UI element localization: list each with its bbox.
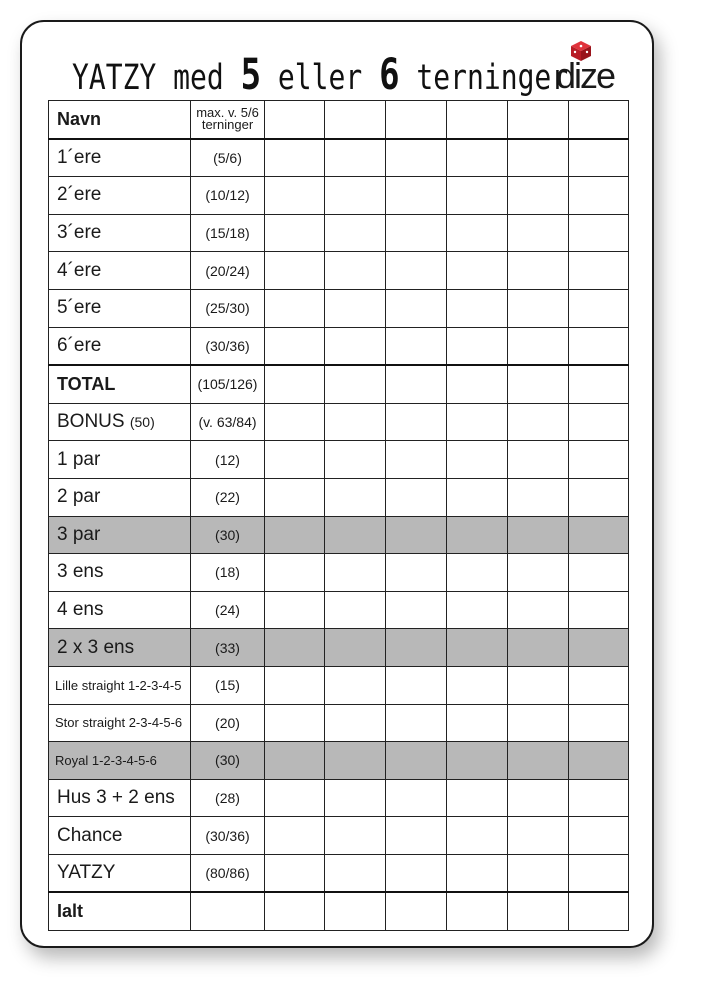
header-player-name-player-3-cell[interactable] xyxy=(386,101,447,139)
row-12-player-3-cell[interactable] xyxy=(386,554,447,592)
row-13-player-5-cell[interactable] xyxy=(508,591,569,629)
row-18-player-6-cell[interactable] xyxy=(569,779,629,817)
row-20-player-1-cell[interactable] xyxy=(265,854,325,892)
row-label xyxy=(49,779,191,817)
row-7-player-2-cell[interactable] xyxy=(325,365,386,403)
header-player-name-player-2-cell[interactable] xyxy=(325,101,386,139)
table-row xyxy=(49,139,629,177)
row-10-player-2-cell[interactable] xyxy=(325,478,386,516)
row-19-player-2-cell[interactable] xyxy=(325,817,386,855)
row-label xyxy=(49,441,191,479)
row-label-text: 1 par xyxy=(57,448,101,470)
row-label xyxy=(49,289,191,327)
row-17-player-4-cell[interactable] xyxy=(447,742,508,780)
row-8-player-3-cell[interactable] xyxy=(386,403,447,441)
table-row xyxy=(49,742,629,780)
row-label xyxy=(49,704,191,742)
row-7-player-6-cell[interactable] xyxy=(569,365,629,403)
row-4-player-1-cell[interactable] xyxy=(265,252,325,290)
row-label-text: Hus 3 + 2 ens xyxy=(57,786,175,808)
row-20-player-4-cell[interactable] xyxy=(447,854,508,892)
row-3-player-3-cell[interactable] xyxy=(386,214,447,252)
row-label-text: BONUS xyxy=(57,411,130,433)
row-max-value: (30) xyxy=(191,742,265,780)
bonus-amount: (50) xyxy=(129,414,155,431)
row-max-value: (80/86) xyxy=(191,854,265,892)
row-max-value: (24) xyxy=(191,591,265,629)
row-max-value: (25/30) xyxy=(191,289,265,327)
row-label-text: 4 ens xyxy=(57,599,104,621)
row-7-player-4-cell[interactable] xyxy=(447,365,508,403)
row-18-player-4-cell[interactable] xyxy=(447,779,508,817)
row-19-player-3-cell[interactable] xyxy=(386,817,447,855)
row-13-player-4-cell[interactable] xyxy=(447,591,508,629)
row-20-player-6-cell[interactable] xyxy=(569,854,629,892)
row-2-player-2-cell[interactable] xyxy=(325,177,386,215)
row-label-text: 1´ere xyxy=(57,146,102,168)
table-row xyxy=(49,177,629,215)
row-17-player-1-cell[interactable] xyxy=(265,742,325,780)
row-label xyxy=(49,139,191,177)
row-15-player-4-cell[interactable] xyxy=(447,666,508,704)
footer-max-empty xyxy=(191,892,265,930)
title-part2: eller xyxy=(261,56,380,98)
score-table-body xyxy=(49,101,629,931)
row-2-player-6-cell[interactable] xyxy=(569,177,629,215)
title-number-6: 6 xyxy=(379,50,400,100)
row-1-player-3-cell[interactable] xyxy=(386,139,447,177)
title-part3: terninger xyxy=(399,56,569,98)
row-18-player-1-cell[interactable] xyxy=(265,779,325,817)
total-player-5-cell[interactable] xyxy=(508,892,569,930)
row-max-value: (22) xyxy=(191,478,265,516)
row-14-player-5-cell[interactable] xyxy=(508,629,569,667)
row-max-value: (33) xyxy=(191,629,265,667)
row-2-player-1-cell[interactable] xyxy=(265,177,325,215)
header-max-line2: terninger xyxy=(201,117,254,133)
total-player-4-cell[interactable] xyxy=(447,892,508,930)
row-8-player-4-cell[interactable] xyxy=(447,403,508,441)
title-part1: YATZY med xyxy=(72,56,241,98)
table-row xyxy=(49,554,629,592)
row-13-player-2-cell[interactable] xyxy=(325,591,386,629)
row-10-player-5-cell[interactable] xyxy=(508,478,569,516)
row-5-player-2-cell[interactable] xyxy=(325,289,386,327)
row-label xyxy=(49,516,191,554)
row-8-player-1-cell[interactable] xyxy=(265,403,325,441)
table-row xyxy=(49,478,629,516)
row-1-player-1-cell[interactable] xyxy=(265,139,325,177)
row-12-player-6-cell[interactable] xyxy=(569,554,629,592)
row-max-value: (30/36) xyxy=(191,327,265,365)
footer-total-label: Ialt xyxy=(49,892,191,930)
total-player-6-cell[interactable] xyxy=(569,892,629,930)
score-table xyxy=(48,100,629,931)
row-label-text: 5´ere xyxy=(57,297,102,319)
row-label xyxy=(49,478,191,516)
table-row xyxy=(49,289,629,327)
table-row xyxy=(49,854,629,892)
row-label xyxy=(49,365,191,403)
row-20-player-5-cell[interactable] xyxy=(508,854,569,892)
row-10-player-3-cell[interactable] xyxy=(386,478,447,516)
row-label-text: Royal 1-2-3-4-5-6 xyxy=(55,752,157,768)
table-row xyxy=(49,403,629,441)
row-10-player-4-cell[interactable] xyxy=(447,478,508,516)
row-11-player-6-cell[interactable] xyxy=(569,516,629,554)
row-3-player-2-cell[interactable] xyxy=(325,214,386,252)
row-8-player-2-cell[interactable] xyxy=(325,403,386,441)
header-name-label: Navn xyxy=(49,101,191,139)
row-9-player-2-cell[interactable] xyxy=(325,441,386,479)
row-17-player-6-cell[interactable] xyxy=(569,742,629,780)
row-10-player-6-cell[interactable] xyxy=(569,478,629,516)
table-row xyxy=(49,629,629,667)
row-max-value: (18) xyxy=(191,554,265,592)
row-18-player-3-cell[interactable] xyxy=(386,779,447,817)
dize-logo xyxy=(556,40,626,96)
row-12-player-2-cell[interactable] xyxy=(325,554,386,592)
row-15-player-5-cell[interactable] xyxy=(508,666,569,704)
row-4-player-2-cell[interactable] xyxy=(325,252,386,290)
row-6-player-2-cell[interactable] xyxy=(325,327,386,365)
row-2-player-4-cell[interactable] xyxy=(447,177,508,215)
row-label xyxy=(49,629,191,667)
row-2-player-3-cell[interactable] xyxy=(386,177,447,215)
row-max-value: (28) xyxy=(191,779,265,817)
row-18-player-2-cell[interactable] xyxy=(325,779,386,817)
row-5-player-4-cell[interactable] xyxy=(447,289,508,327)
row-max-value: (v. 63/84) xyxy=(191,403,265,441)
row-label-text: Stor straight 2-3-4-5-6 xyxy=(55,715,183,731)
row-11-player-5-cell[interactable] xyxy=(508,516,569,554)
row-5-player-5-cell[interactable] xyxy=(508,289,569,327)
row-label xyxy=(49,554,191,592)
row-4-player-3-cell[interactable] xyxy=(386,252,447,290)
row-13-player-3-cell[interactable] xyxy=(386,591,447,629)
row-16-player-5-cell[interactable] xyxy=(508,704,569,742)
row-12-player-1-cell[interactable] xyxy=(265,554,325,592)
row-4-player-5-cell[interactable] xyxy=(508,252,569,290)
row-1-player-4-cell[interactable] xyxy=(447,139,508,177)
row-19-player-5-cell[interactable] xyxy=(508,817,569,855)
row-label-text: 6´ere xyxy=(57,334,102,356)
row-10-player-1-cell[interactable] xyxy=(265,478,325,516)
row-max-value: (30/36) xyxy=(191,817,265,855)
row-12-player-4-cell[interactable] xyxy=(447,554,508,592)
row-1-player-2-cell[interactable] xyxy=(325,139,386,177)
row-max-value: (15/18) xyxy=(191,214,265,252)
row-3-player-4-cell[interactable] xyxy=(447,214,508,252)
header-player-name-player-6-cell[interactable] xyxy=(569,101,629,139)
row-2-player-5-cell[interactable] xyxy=(508,177,569,215)
row-8-player-5-cell[interactable] xyxy=(508,403,569,441)
row-11-player-4-cell[interactable] xyxy=(447,516,508,554)
row-19-player-1-cell[interactable] xyxy=(265,817,325,855)
row-7-player-3-cell[interactable] xyxy=(386,365,447,403)
row-label-text: 3´ere xyxy=(57,222,102,244)
row-20-player-2-cell[interactable] xyxy=(325,854,386,892)
row-6-player-3-cell[interactable] xyxy=(386,327,447,365)
row-label-text: 2 x 3 ens xyxy=(57,636,135,658)
row-label xyxy=(49,854,191,892)
row-6-player-4-cell[interactable] xyxy=(447,327,508,365)
row-11-player-1-cell[interactable] xyxy=(265,516,325,554)
row-14-player-4-cell[interactable] xyxy=(447,629,508,667)
row-16-player-4-cell[interactable] xyxy=(447,704,508,742)
row-max-value: (105/126) xyxy=(191,365,265,403)
row-label xyxy=(49,177,191,215)
table-row xyxy=(49,327,629,365)
row-4-player-4-cell[interactable] xyxy=(447,252,508,290)
table-row xyxy=(49,214,629,252)
row-label-text: 4´ere xyxy=(57,259,102,281)
row-17-player-2-cell[interactable] xyxy=(325,742,386,780)
row-label-text: YATZY xyxy=(57,862,116,884)
row-16-player-1-cell[interactable] xyxy=(265,704,325,742)
row-label-text: 3 par xyxy=(57,523,101,545)
row-7-player-5-cell[interactable] xyxy=(508,365,569,403)
row-label xyxy=(49,817,191,855)
row-label-text: 2 par xyxy=(57,486,101,508)
header-player-name-player-5-cell[interactable] xyxy=(508,101,569,139)
row-label xyxy=(49,666,191,704)
row-19-player-6-cell[interactable] xyxy=(569,817,629,855)
row-label-text: Chance xyxy=(57,824,123,846)
table-row xyxy=(49,441,629,479)
row-label-text: Lille straight 1-2-3-4-5 xyxy=(55,677,182,693)
total-player-1-cell[interactable] xyxy=(265,892,325,930)
row-9-player-5-cell[interactable] xyxy=(508,441,569,479)
row-label-text: TOTAL xyxy=(57,373,116,394)
row-8-player-6-cell[interactable] xyxy=(569,403,629,441)
row-label xyxy=(49,214,191,252)
row-max-value: (30) xyxy=(191,516,265,554)
total-row xyxy=(49,892,629,930)
row-label xyxy=(49,252,191,290)
row-13-player-6-cell[interactable] xyxy=(569,591,629,629)
row-9-player-1-cell[interactable] xyxy=(265,441,325,479)
row-1-player-5-cell[interactable] xyxy=(508,139,569,177)
header-player-name-player-4-cell[interactable] xyxy=(447,101,508,139)
row-label xyxy=(49,327,191,365)
table-row xyxy=(49,817,629,855)
row-15-player-6-cell[interactable] xyxy=(569,666,629,704)
total-player-3-cell[interactable] xyxy=(386,892,447,930)
row-max-value: (20/24) xyxy=(191,252,265,290)
row-7-player-1-cell[interactable] xyxy=(265,365,325,403)
header-max-label xyxy=(191,101,265,139)
table-row xyxy=(49,704,629,742)
row-max-value: (20) xyxy=(191,704,265,742)
row-15-player-1-cell[interactable] xyxy=(265,666,325,704)
row-label xyxy=(49,742,191,780)
row-12-player-5-cell[interactable] xyxy=(508,554,569,592)
row-max-value: (10/12) xyxy=(191,177,265,215)
row-4-player-6-cell[interactable] xyxy=(569,252,629,290)
row-6-player-1-cell[interactable] xyxy=(265,327,325,365)
row-16-player-3-cell[interactable] xyxy=(386,704,447,742)
header-player-name-player-1-cell[interactable] xyxy=(265,101,325,139)
table-row xyxy=(49,365,629,403)
row-5-player-1-cell[interactable] xyxy=(265,289,325,327)
row-6-player-5-cell[interactable] xyxy=(508,327,569,365)
row-9-player-6-cell[interactable] xyxy=(569,441,629,479)
row-5-player-6-cell[interactable] xyxy=(569,289,629,327)
row-13-player-1-cell[interactable] xyxy=(265,591,325,629)
row-16-player-2-cell[interactable] xyxy=(325,704,386,742)
logo-text: dize xyxy=(556,55,615,96)
row-14-player-3-cell[interactable] xyxy=(386,629,447,667)
row-9-player-3-cell[interactable] xyxy=(386,441,447,479)
row-14-player-2-cell[interactable] xyxy=(325,629,386,667)
row-14-player-6-cell[interactable] xyxy=(569,629,629,667)
row-17-player-5-cell[interactable] xyxy=(508,742,569,780)
table-row xyxy=(49,591,629,629)
row-18-player-5-cell[interactable] xyxy=(508,779,569,817)
row-3-player-6-cell[interactable] xyxy=(569,214,629,252)
row-label xyxy=(49,403,191,441)
row-label xyxy=(49,591,191,629)
header-max-line1: max. v. 5/6 xyxy=(196,105,259,121)
row-max-value: (12) xyxy=(191,441,265,479)
row-max-value: (15) xyxy=(191,666,265,704)
row-17-player-3-cell[interactable] xyxy=(386,742,447,780)
row-20-player-3-cell[interactable] xyxy=(386,854,447,892)
table-row xyxy=(49,516,629,554)
page-title xyxy=(72,50,568,100)
row-label-text: 2´ere xyxy=(57,184,102,206)
row-3-player-5-cell[interactable] xyxy=(508,214,569,252)
table-row xyxy=(49,666,629,704)
table-row xyxy=(49,252,629,290)
row-19-player-4-cell[interactable] xyxy=(447,817,508,855)
header-row xyxy=(49,101,629,139)
row-15-player-2-cell[interactable] xyxy=(325,666,386,704)
row-9-player-4-cell[interactable] xyxy=(447,441,508,479)
row-max-value: (5/6) xyxy=(191,139,265,177)
row-14-player-1-cell[interactable] xyxy=(265,629,325,667)
row-6-player-6-cell[interactable] xyxy=(569,327,629,365)
row-15-player-3-cell[interactable] xyxy=(386,666,447,704)
row-label-text: 3 ens xyxy=(57,561,104,583)
table-row xyxy=(49,779,629,817)
row-11-player-3-cell[interactable] xyxy=(386,516,447,554)
row-16-player-6-cell[interactable] xyxy=(569,704,629,742)
row-11-player-2-cell[interactable] xyxy=(325,516,386,554)
title-number-5: 5 xyxy=(240,50,262,100)
row-3-player-1-cell[interactable] xyxy=(265,214,325,252)
total-player-2-cell[interactable] xyxy=(325,892,386,930)
row-1-player-6-cell[interactable] xyxy=(569,139,629,177)
row-5-player-3-cell[interactable] xyxy=(386,289,447,327)
